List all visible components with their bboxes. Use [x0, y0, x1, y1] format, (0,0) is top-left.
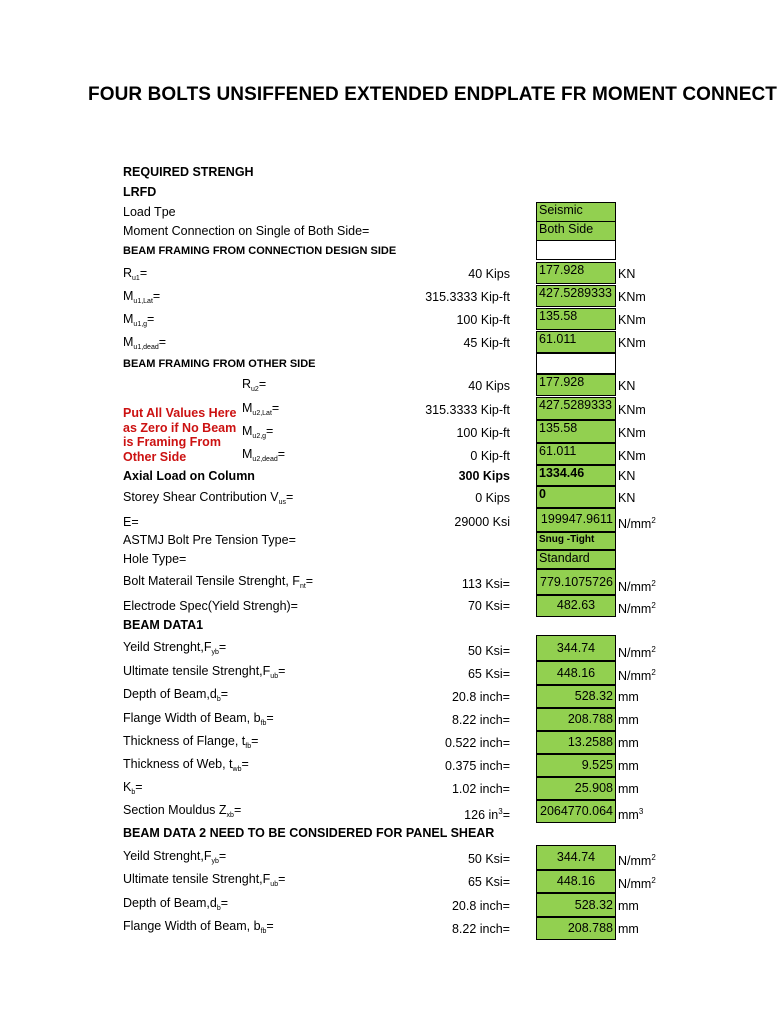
- sheet-title: FOUR BOLTS UNSIFFENED EXTENDED ENDPLATE FR MOMENT CONNECT: [88, 84, 777, 105]
- mu2-dead-value[interactable]: 61.011: [536, 443, 616, 465]
- e-unit: $N/mm^2$: [618, 516, 656, 531]
- twb1-imperial: 0.375 inch=: [445, 759, 510, 773]
- bfb1-value[interactable]: 208.788: [536, 708, 616, 731]
- mu1-lat-value[interactable]: 427.5289333: [536, 285, 616, 307]
- e-value[interactable]: 199947.9611: [536, 508, 616, 532]
- electrode-unit: $N/mm^2$: [618, 601, 656, 616]
- ru2-imperial: 40 Kips: [468, 379, 510, 393]
- axial-load-unit: KN: [618, 469, 636, 483]
- fub2-imperial: 65 Ksi=: [467, 875, 510, 889]
- mu1-dead-label: $M_{u1,dead}=$: [123, 335, 167, 351]
- electrode-label: Electrode Spec(Yield Strengh)=: [123, 599, 298, 613]
- lrfd-heading: LRFD: [123, 185, 157, 199]
- bfb2-imperial: 8.22 inch=: [451, 922, 510, 936]
- moment-connection-value[interactable]: Both Side: [536, 221, 616, 241]
- db2-unit: mm: [618, 899, 639, 913]
- ru1-value[interactable]: 177.928: [536, 262, 616, 284]
- kb1-imperial: 1.02 inch=: [451, 782, 510, 796]
- bolt-strength-unit: $N/mm^2$: [618, 579, 656, 594]
- kb1-value[interactable]: 25.908: [536, 777, 616, 800]
- mu2-dead-imperial: 0 Kip-ft: [470, 449, 510, 463]
- empty-cell[interactable]: [536, 240, 616, 260]
- fub1-imperial: 65 Ksi=: [467, 667, 510, 681]
- bolt-strength-value[interactable]: 779.1075726: [536, 569, 616, 595]
- tfb1-label: Thickness of Flange, $t_{fb}=$: [123, 734, 259, 750]
- db1-imperial: 20.8 inch=: [451, 690, 510, 704]
- load-type-label: Load Tpe: [123, 205, 176, 219]
- bfb2-value[interactable]: 208.788: [536, 917, 616, 940]
- fub1-unit: $N/mm^2$: [618, 668, 656, 683]
- mu1-dead-value[interactable]: 61.011: [536, 331, 616, 353]
- zero-values-note: Put All Values Here as Zero if No Beam is Framing From Other Side: [123, 406, 237, 464]
- astm-value[interactable]: Snug -Tight: [536, 532, 616, 550]
- empty-cell[interactable]: [536, 353, 616, 374]
- bfb2-unit: mm: [618, 922, 639, 936]
- required-strength-heading: REQUIRED STRENGH: [123, 165, 254, 179]
- mu2-lat-unit: KNm: [618, 403, 646, 417]
- hole-type-label: Hole Type=: [123, 552, 187, 566]
- mu1-dead-imperial: 45 Kip-ft: [463, 336, 510, 350]
- mu1-lat-unit: KNm: [618, 290, 646, 304]
- fub1-label: Ultimate tensile $Strenght,F_{ub}=$: [123, 664, 286, 680]
- bfb2-label: Flange Width of Beam, $b_{fb}=$: [123, 919, 274, 935]
- fyb2-imperial: 50 Ksi=: [467, 852, 510, 866]
- beam-data2-heading: BEAM DATA 2 NEED TO BE CONSIDERED FOR PANEL SHEAR: [123, 826, 495, 840]
- fub2-unit: $N/mm^2$: [618, 876, 656, 891]
- db2-imperial: 20.8 inch=: [451, 899, 510, 913]
- axial-load-imperial: 300 Kips: [458, 469, 510, 483]
- ru1-imperial: 40 Kips: [468, 267, 510, 281]
- ru1-label: $R_{u1}=$: [123, 266, 148, 282]
- fyb1-unit: $N/mm^2$: [618, 645, 656, 660]
- db1-value[interactable]: 528.32: [536, 685, 616, 708]
- db1-unit: mm: [618, 690, 639, 704]
- mu2-g-value[interactable]: 135.58: [536, 420, 616, 443]
- load-type-value[interactable]: Seismic: [536, 202, 616, 222]
- mu2-g-imperial: 100 Kip-ft: [456, 426, 510, 440]
- fyb2-unit: $N/mm^2$: [618, 853, 656, 868]
- bfb1-imperial: 8.22 inch=: [451, 713, 510, 727]
- mu1-g-imperial: 100 Kip-ft: [456, 313, 510, 327]
- mu1-dead-unit: KNm: [618, 336, 646, 350]
- ru2-label: $R_{u2}=$: [242, 377, 267, 393]
- fyb1-label: Yeild $Strenght,F_{yb}=$: [123, 640, 227, 656]
- storey-shear-label: Storey Shear Contribution $V_{us}=$: [123, 490, 294, 506]
- bolt-strength-imperial: 113 Ksi=: [461, 577, 510, 591]
- fub2-label: Ultimate tensile $Strenght,F_{ub}=$: [123, 872, 286, 888]
- ru2-value[interactable]: 177.928: [536, 374, 616, 396]
- fyb1-imperial: 50 Ksi=: [467, 644, 510, 658]
- fub2-value[interactable]: 448.16: [536, 870, 616, 893]
- mu2-dead-unit: KNm: [618, 449, 646, 463]
- zxb1-value[interactable]: 2064770.064: [536, 800, 616, 823]
- tfb1-imperial: 0.522 inch=: [445, 736, 510, 750]
- db2-value[interactable]: 528.32: [536, 893, 616, 917]
- moment-connection-label: Moment Connection on Single of Both Side=: [123, 224, 370, 238]
- electrode-imperial: 70 Ksi=: [467, 599, 510, 613]
- mu2-g-label: $M_{u2,g}=$: [242, 424, 274, 440]
- mu1-g-label: $M_{u1,g}=$: [123, 312, 155, 328]
- ru1-unit: KN: [618, 267, 636, 281]
- storey-shear-imperial: 0 Kips: [475, 491, 510, 505]
- twb1-label: Thickness of Web, $t_{wb}=$: [123, 757, 249, 773]
- mu2-g-unit: KNm: [618, 426, 646, 440]
- fyb1-value[interactable]: 344.74: [536, 635, 616, 661]
- db2-label: Depth of $Beam,d_b=$: [123, 896, 229, 912]
- storey-shear-unit: KN: [618, 491, 636, 505]
- kb1-label: $K_b=$: [123, 780, 143, 796]
- mu2-lat-label: $M_{u2,Lat}=$: [242, 401, 280, 417]
- ru2-unit: KN: [618, 379, 636, 393]
- storey-shear-value[interactable]: 0: [536, 486, 616, 508]
- mu2-lat-imperial: 315.3333 Kip-ft: [425, 403, 510, 417]
- hole-type-value[interactable]: Standard: [536, 550, 616, 569]
- framing-design-heading: BEAM FRAMING FROM CONNECTION DESIGN SIDE: [123, 245, 397, 257]
- mu1-g-value[interactable]: 135.58: [536, 308, 616, 330]
- db1-label: Depth of $Beam,d_b=$: [123, 687, 229, 703]
- tfb1-value[interactable]: 13.2588: [536, 731, 616, 754]
- e-imperial: 29000 Ksi: [454, 515, 510, 529]
- fub1-value[interactable]: 448.16: [536, 661, 616, 685]
- mu2-dead-label: $M_{u2,dead}=$: [242, 447, 286, 463]
- e-label: E=: [123, 515, 139, 529]
- mu1-lat-imperial: 315.3333 Kip-ft: [425, 290, 510, 304]
- bfb1-label: Flange Width of Beam, $b_{fb}=$: [123, 711, 274, 727]
- bfb1-unit: mm: [618, 713, 639, 727]
- axial-load-value[interactable]: 1334.46: [536, 465, 616, 486]
- twb1-unit: mm: [618, 759, 639, 773]
- zxb1-label: Section Mouldus $Z_{xb}=$: [123, 803, 242, 819]
- fyb2-label: Yeild $Strenght,F_{yb}=$: [123, 849, 227, 865]
- zxb1-unit: $mm^3$: [618, 807, 644, 822]
- tfb1-unit: mm: [618, 736, 639, 750]
- beam-data1-heading: BEAM DATA1: [123, 618, 204, 632]
- astm-label: ASTMJ Bolt Pre Tension Type=: [123, 533, 296, 547]
- axial-load-label: Axial Load on Column: [123, 469, 255, 483]
- bolt-strength-label: Bolt Materail Tensile Strenght, $F_{nt}=$: [123, 574, 314, 590]
- mu1-lat-label: $M_{u1,Lat}=$: [123, 289, 161, 305]
- kb1-unit: mm: [618, 782, 639, 796]
- twb1-value[interactable]: 9.525: [536, 754, 616, 777]
- mu2-lat-value[interactable]: 427.5289333: [536, 397, 616, 420]
- fyb2-value[interactable]: 344.74: [536, 845, 616, 870]
- zxb1-imperial: 126 $in^3=$: [464, 807, 510, 822]
- mu1-g-unit: KNm: [618, 313, 646, 327]
- framing-other-heading: BEAM FRAMING FROM OTHER SIDE: [123, 358, 316, 370]
- electrode-value[interactable]: 482.63: [536, 595, 616, 617]
